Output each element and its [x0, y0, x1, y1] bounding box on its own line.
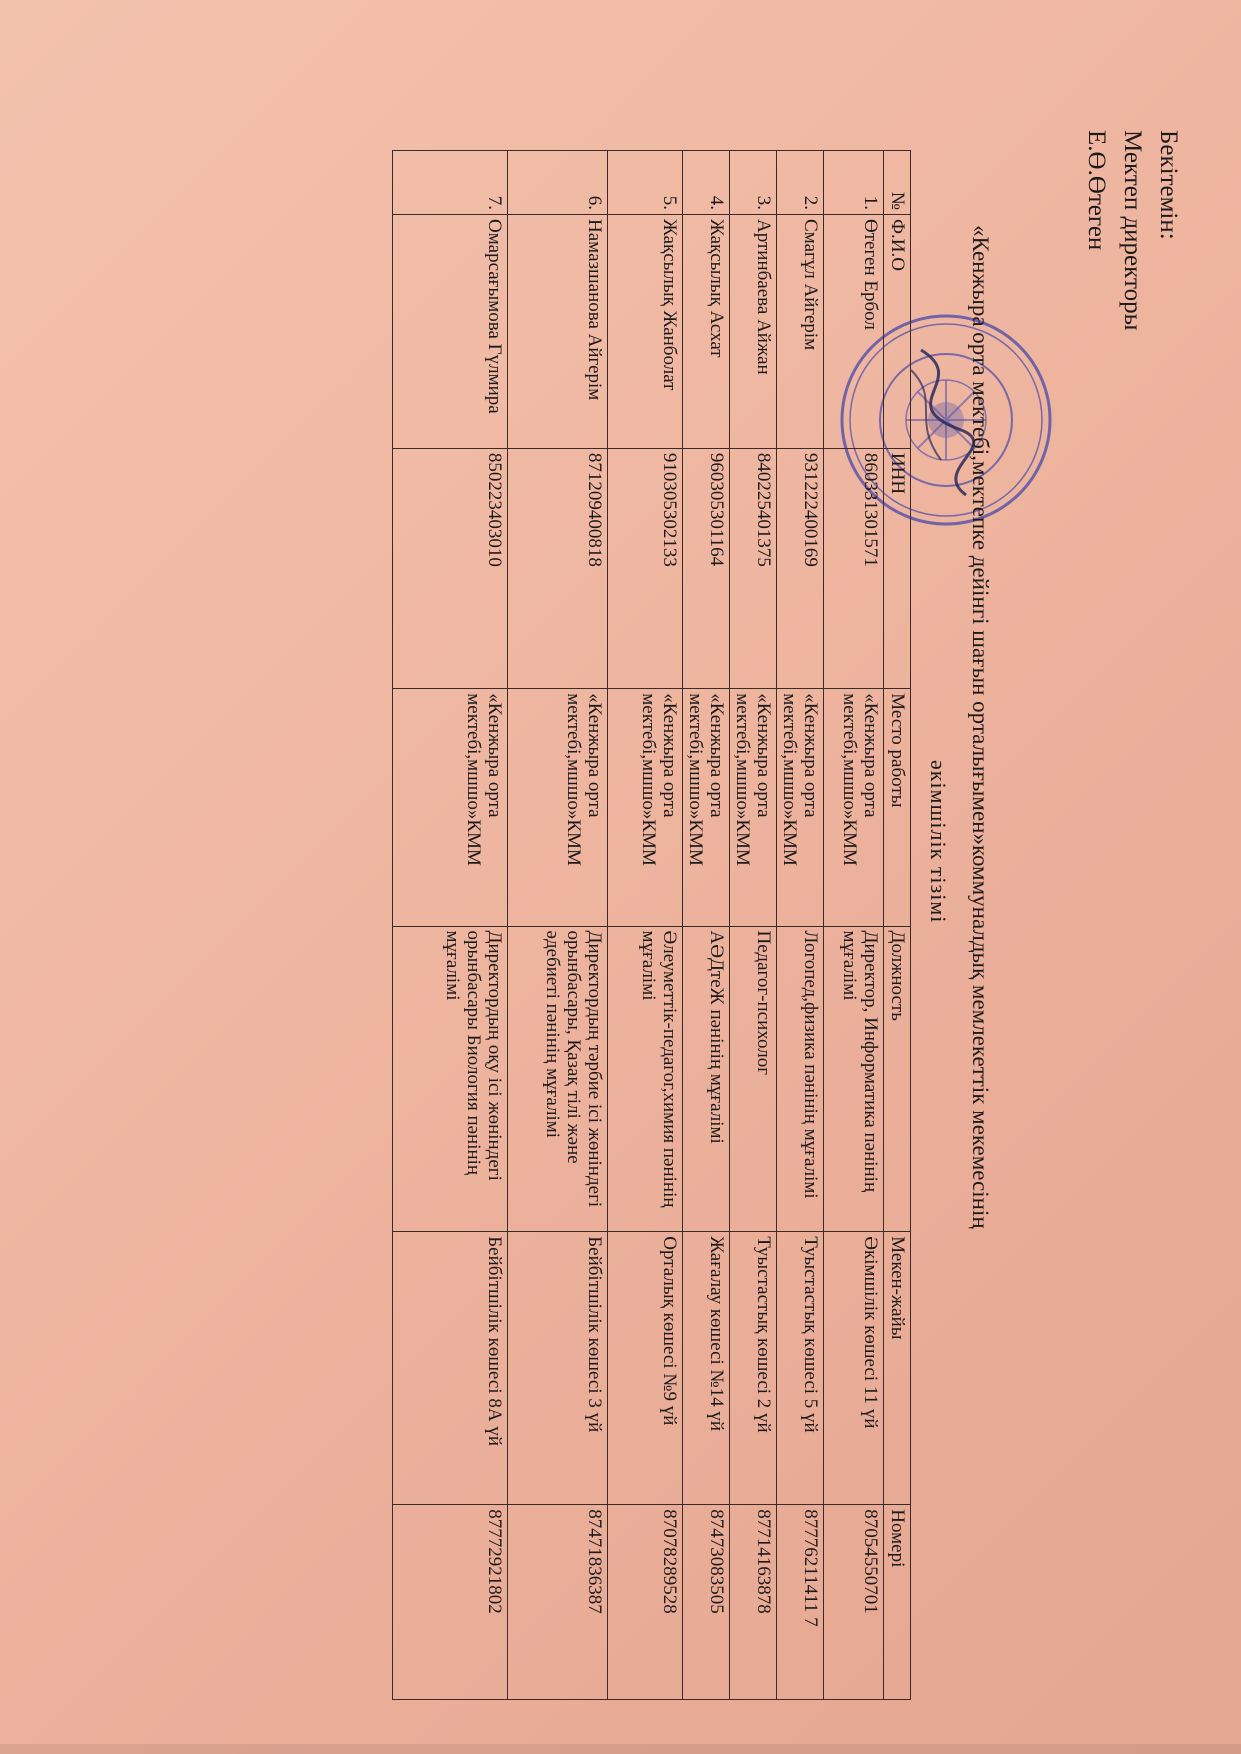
staff-table: [392, 150, 911, 1700]
cell-position: Директордың тәрбие ісі жөніндегі орынбасары, Қазақ тілі және әдебиеті пәнінің мұғалімі: [508, 926, 608, 1232]
table-row: [508, 151, 608, 1700]
cell-no: 6.: [508, 151, 608, 215]
cell-no: 7.: [393, 151, 508, 215]
cell-inn: 931222400169: [777, 448, 824, 688]
table-row: [824, 151, 884, 1700]
table-row: [608, 151, 683, 1700]
cell-address: Бейбітшілік көшесі 8А үй: [393, 1232, 508, 1505]
cell-workplace: «Кенжыра орта мектебі,мшшо»КММ: [683, 689, 730, 926]
cell-fio: Омарсағымова Гүлмира: [393, 215, 508, 449]
cell-workplace: «Кенжыра орта мектебі,мшшо»КММ: [393, 689, 508, 926]
cell-position: Педагог-психолог: [730, 926, 777, 1232]
header-inn: ИНН: [884, 448, 911, 688]
cell-phone: 87078289528: [608, 1505, 683, 1700]
approval-heading: Бекітемін:: [1155, 130, 1182, 240]
cell-workplace: «Кенжыра орта мектебі,мшшо»КММ: [824, 689, 884, 926]
cell-position: Директор, Информатика пәнінің мұғалімі: [824, 926, 884, 1232]
cell-phone: 87054550701: [824, 1505, 884, 1700]
cell-address: Жағалау көшесі №14 үй: [683, 1232, 730, 1505]
cell-no: 4.: [683, 151, 730, 215]
cell-phone: 87776211411 7: [777, 1505, 824, 1700]
cell-fio: Артинбаева Айжан: [730, 215, 777, 449]
header-fio: Ф.И.О: [884, 215, 911, 449]
cell-address: Орталық көшесі №9 үй: [608, 1232, 683, 1505]
cell-inn: 910305302133: [608, 448, 683, 688]
cell-workplace: «Кенжыра орта мектебі,мшшо»КММ: [730, 689, 777, 926]
cell-phone: 87471836387: [508, 1505, 608, 1700]
photo-edge-shadow: [0, 1744, 1241, 1754]
cell-inn: 850223403010: [393, 448, 508, 688]
cell-no: 2.: [777, 151, 824, 215]
cell-position: Директордың оқу ісі жөніндегі орынбасары Биология пәнінің мұғалімі: [393, 926, 508, 1232]
cell-inn: 840225401375: [730, 448, 777, 688]
approval-role: Мектеп директоры: [1119, 130, 1146, 331]
header-workplace: Место работы: [884, 689, 911, 926]
cell-workplace: «Кенжыра орта мектебі,мшшо»КММ: [777, 689, 824, 926]
cell-fio: Смагұл Айгерім: [777, 215, 824, 449]
approval-block: [1078, 130, 1186, 330]
table-header-row: [884, 151, 911, 1700]
cell-fio: Жақсылық Асхат: [683, 215, 730, 449]
cell-no: 1.: [824, 151, 884, 215]
cell-position: Әлеуметтік-педагог,химия пәнінің мұғалімі: [608, 926, 683, 1232]
cell-address: Туыстастық көшесі 2 үй: [730, 1232, 777, 1505]
header-address: Мекен-жайы: [884, 1232, 911, 1505]
cell-workplace: «Кенжыра орта мектебі,мшшо»КММ: [508, 689, 608, 926]
cell-phone: 87473083505: [683, 1505, 730, 1700]
document-title: «Кенжыра орта мектебі,мектепке дейінгі шағын орталығымен»коммуналдық мемлекеттік мекемесінің: [968, 225, 993, 1229]
cell-fio: Жақсылық Жанболат: [608, 215, 683, 449]
table-row: [393, 151, 508, 1700]
cell-address: Туыстастық көшесі 5 үй: [777, 1232, 824, 1505]
cell-phone: 87772921802: [393, 1505, 508, 1700]
table-row: [683, 151, 730, 1700]
cell-phone: 87714163878: [730, 1505, 777, 1700]
header-phone: Номері: [884, 1505, 911, 1700]
cell-fio: Өтеген Ербол: [824, 215, 884, 449]
table-row: [777, 151, 824, 1700]
cell-workplace: «Кенжыра орта мектебі,мшшо»КММ: [608, 689, 683, 926]
header-position: Должность: [884, 926, 911, 1232]
cell-no: 3.: [730, 151, 777, 215]
table-row: [730, 151, 777, 1700]
cell-inn: 871209400818: [508, 448, 608, 688]
cell-inn: 960305301164: [683, 448, 730, 688]
approval-name: Е.Ө.Өтеген: [1083, 130, 1110, 251]
cell-position: АӘДтеЖ пәнінің мұғалімі: [683, 926, 730, 1232]
cell-position: Логопед,физика пәнінің мұғалімі: [777, 926, 824, 1232]
cell-no: 5.: [608, 151, 683, 215]
cell-address: Бейбітшілік көшесі 3 үй: [508, 1232, 608, 1505]
cell-inn: 860331301571: [824, 448, 884, 688]
document-subtitle: әкімшілік тізімі: [926, 760, 951, 924]
header-no: №: [884, 151, 911, 215]
cell-fio: Намазшанова Айгерім: [508, 215, 608, 449]
cell-address: Әкімшілік көшесі 11 үй: [824, 1232, 884, 1505]
